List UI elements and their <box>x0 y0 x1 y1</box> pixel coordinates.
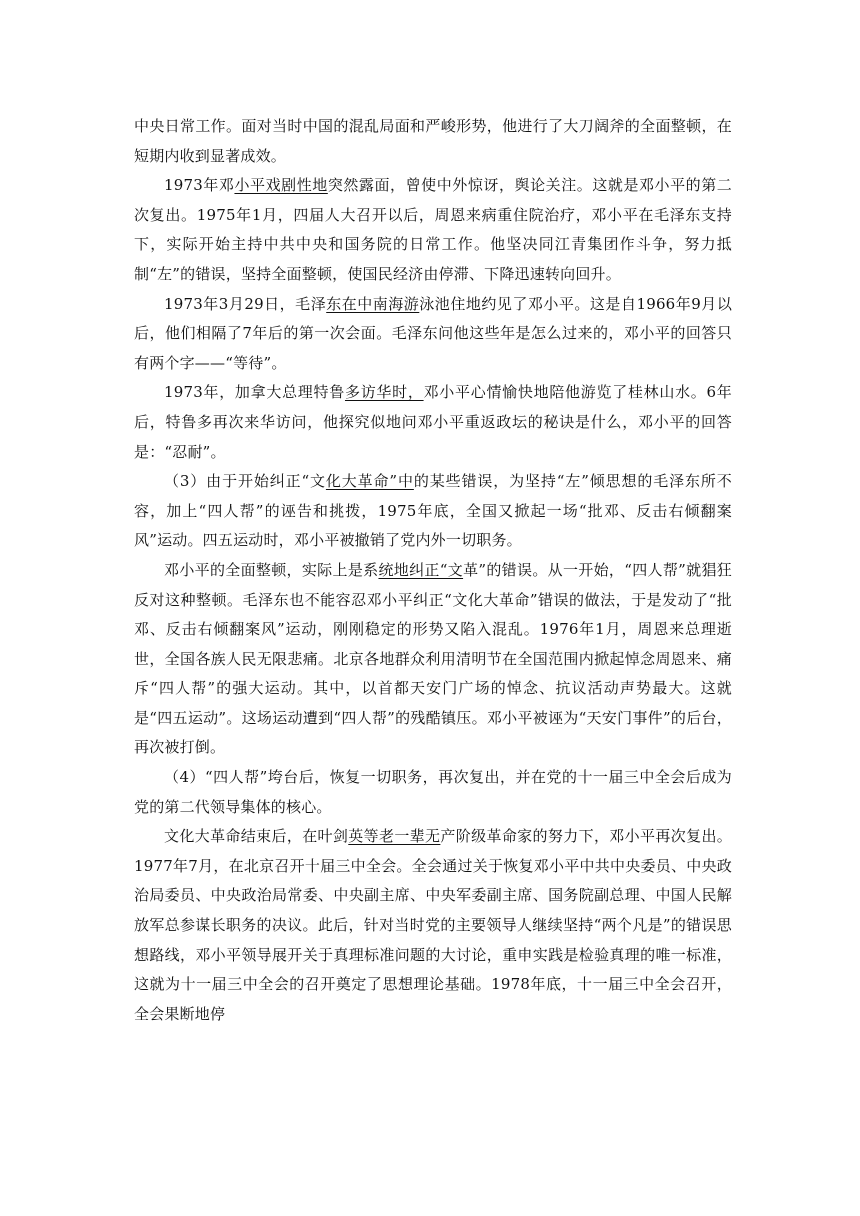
paragraph <box>134 112 732 171</box>
paragraph-text: （4）“四人帮”垮台后，恢复一切职务，再次复出，并在党的十一届三中全会后成为党的第二代领导集体的核心。 <box>134 768 732 816</box>
paragraph-text: 突然露面，曾使中外惊讶，舆论关注。这就是邓小平的第二次复出。1975年1月，四届人大召开以后，周恩来病重住院治疗，邓小平在毛泽东支持下，实际开始主持中共中央和国务院的日常工作。他坚决同江青集团作斗争，努力抵制“左”的错误，坚持全面整顿，使国民经济由停滞、下降迅速转向回升。 <box>134 176 732 283</box>
paragraph-text: 1973年3月29日，毛泽 <box>164 294 327 313</box>
paragraph <box>134 556 732 763</box>
paragraph <box>134 290 732 379</box>
underlined-text: 英等老一辈无 <box>348 827 441 846</box>
paragraph <box>134 822 732 1029</box>
underlined-text: 化大革命”中 <box>325 472 414 491</box>
paragraph-text: 中央日常工作。面对当时中国的混乱局面和严峻形势，他进行了大刀阔斧的全面整顿，在短期内收到显著成效。 <box>134 117 732 165</box>
paragraph-text: 产阶级革命家的努力下，邓小平再次复出。1977年7月，在北京召开十届三中全会。全会通过关于恢复邓小平中共中央委员、中央政治局委员、中央政治局常委、中央副主席、中央军委副主席、国务院副总理、中国人民解放军总参谋长职务的决议。此后，针对当时党的主要领导人继续坚持“两个凡是”的错误思想路线，邓小平领导展开关于真理标准问题的大讨论，重申实践是检验真理的唯一标准，这就为十一届三中全会的召开奠定了思想理论基础。1978年底，十一届三中全会召开，全会果断地停 <box>134 827 732 1023</box>
paragraph-text: 的某些错误，为坚持“左”倾思想的毛泽东所不容，加上“四人帮”的诬告和挑拨，1975年底，全国又掀起一场“批邓、反击右倾翻案风”运动。四五运动时，邓小平被撤销了党内外一切职务。 <box>134 472 732 550</box>
paragraph-text: 邓小平的全面整顿，实际上是系 <box>164 560 379 579</box>
paragraph <box>134 763 732 822</box>
paragraph-text: 邓小平心情愉快地陪他游览了桂林山水。6年后，特鲁多再次来华访问，他探究似地问邓小平重返政坛的秘诀是什么，邓小平的回答是：“忍耐”。 <box>134 383 732 461</box>
paragraph <box>134 378 732 467</box>
paragraph-text: （3）由于开始纠正“文 <box>164 472 326 491</box>
underlined-text: 统地纠正“文 <box>378 560 464 579</box>
underlined-text: 东在中南海游 <box>326 294 420 313</box>
paragraph-text: 1973年邓 <box>164 176 235 195</box>
paragraph-text: 文化大革命结束后，在叶剑 <box>164 827 349 846</box>
underlined-text: 多访华时， <box>344 383 424 402</box>
paragraph-text: 泳池住地约见了邓小平。这是自1966年9月以后，他们相隔了7年后的第一次会面。毛泽东问他这些年是怎么过来的，邓小平的回答只有两个字——“等待”。 <box>134 294 733 372</box>
paragraph-text: 革”的错误。从一开始，“四人帮”就猖狂反对这种整顿。毛泽东也不能容忍邓小平纠正“文化大革命”错误的做法，于是发动了“批邓、反击右倾翻案风”运动，刚刚稳定的形势又陷入混乱。1976年1月，周恩来总理逝世，全国各族人民无限悲痛。北京各地群众利用清明节在全国范围内掀起悼念周恩来、痛斥“四人帮”的强大运动。其中，以首都天安门广场的悼念、抗议活动声势最大。这就是“四五运动”。这场运动遭到“四人帮”的残酷镇压。邓小平被诬为“天安门事件”的后台，再次被打倒。 <box>134 560 733 757</box>
underlined-text: 小平戏剧性地 <box>234 176 328 195</box>
paragraph <box>134 467 732 556</box>
paragraph <box>134 171 732 289</box>
paragraph-text: 1973年，加拿大总理特鲁 <box>164 383 345 402</box>
document-body <box>134 112 732 1029</box>
